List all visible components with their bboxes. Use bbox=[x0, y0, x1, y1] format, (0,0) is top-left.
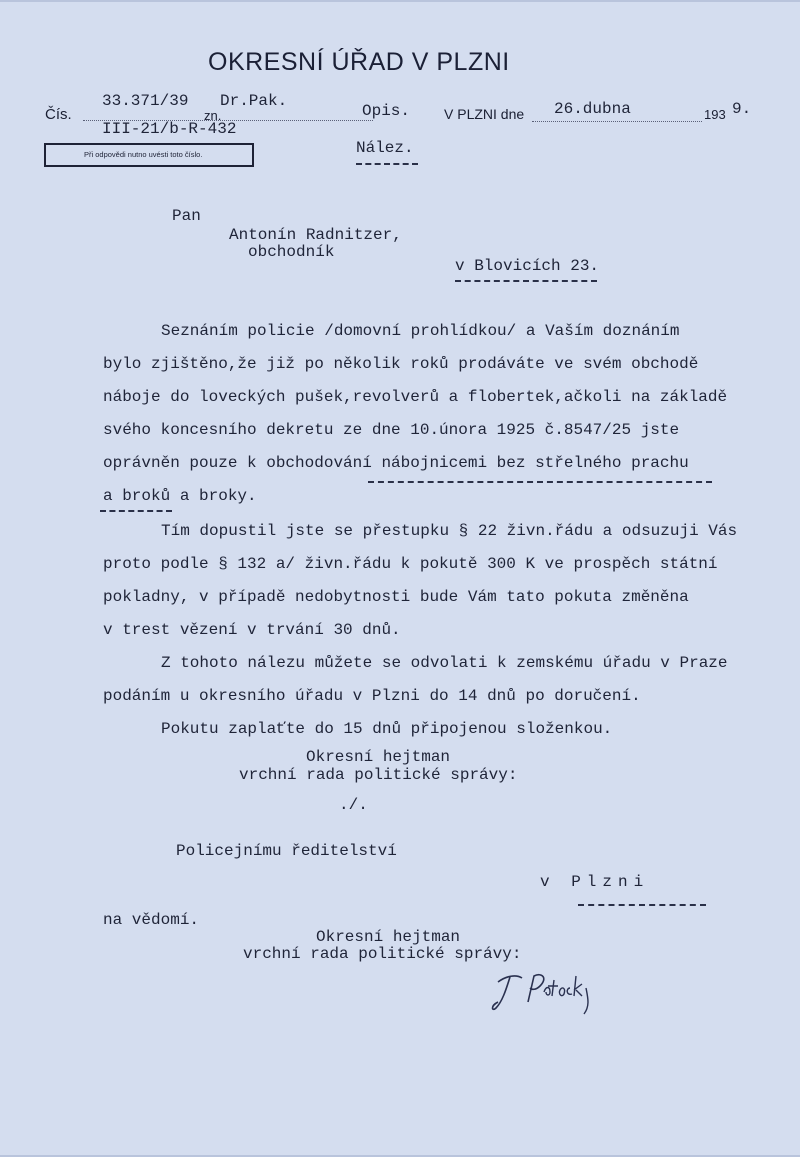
sig1-rank: vrchní rada politické správy: bbox=[239, 766, 518, 784]
opis-label: Opis. bbox=[362, 102, 411, 120]
body-line: v trest vězení v trvání 30 dnů. bbox=[103, 621, 401, 639]
addressee-occupation: obchodník bbox=[248, 243, 335, 261]
body-line: svého koncesního dekretu ze dne 10.února 1925 č.8547/25 jste bbox=[103, 421, 680, 439]
body-line: Z tohoto nálezu můžete se odvolati k zemskému úřadu v Praze bbox=[161, 654, 728, 672]
office-heading: OKRESNÍ ÚŘAD V PLZNI bbox=[208, 48, 510, 76]
sig2-title: Okresní hejtman bbox=[316, 928, 461, 946]
date-day-month: 26.dubna bbox=[554, 100, 631, 118]
ref-zn-value: Dr.Pak. bbox=[220, 92, 288, 110]
sig2-rank: vrchní rada politické správy: bbox=[243, 945, 522, 963]
ref-second-number: III-21/b-R-432 bbox=[102, 120, 237, 138]
date-dotted-line bbox=[532, 121, 702, 122]
body-paragraph-4 bbox=[103, 713, 743, 746]
document-type-underline bbox=[356, 163, 418, 165]
date-year-printed: 193 bbox=[704, 107, 726, 122]
body-line: pokladny, v případě nedobytnosti bude Vám tato pokuta změněna bbox=[103, 588, 689, 606]
body-paragraph-2 bbox=[103, 515, 743, 647]
copy-place: v Plzni bbox=[540, 873, 650, 891]
document-type: Nález. bbox=[356, 139, 414, 157]
body-line: Seznáním policie /domovní prohlídkou/ a Vaším doznáním bbox=[161, 322, 680, 340]
body-line: Pokutu zaplaťte do 15 dnů připojenou složenkou. bbox=[161, 720, 613, 738]
addressee-name: Antonín Radnitzer, bbox=[229, 226, 402, 244]
copy-recipient: Policejnímu ředitelství bbox=[176, 842, 397, 860]
reply-note: Při odpovědi nutno uvésti toto číslo. bbox=[84, 150, 203, 159]
sig1-signed: ./. bbox=[339, 796, 368, 814]
body-line: a broků a broky. bbox=[103, 487, 257, 505]
body-paragraph-3 bbox=[103, 647, 743, 713]
handwritten-signature bbox=[488, 962, 598, 1022]
ref-number: 33.371/39 bbox=[102, 92, 189, 110]
body-line: oprávněn pouze k obchodování nábojnicemi bez střelného prachu bbox=[103, 454, 689, 472]
date-year-typed: 9. bbox=[732, 100, 752, 118]
body-line: proto podle § 132 a/ živn.řádu k pokutě 300 K ve prospěch státní bbox=[103, 555, 718, 573]
address-underline bbox=[455, 280, 597, 282]
copy-note: na vědomí. bbox=[103, 911, 200, 929]
body-line: podáním u okresního úřadu v Plzni do 14 dnů po doručení. bbox=[103, 687, 641, 705]
body-underline-2 bbox=[100, 510, 172, 512]
addressee-address: v Blovicích 23. bbox=[455, 257, 600, 275]
sig1-title: Okresní hejtman bbox=[306, 748, 451, 766]
date-place-label: V PLZNI dne bbox=[444, 106, 525, 122]
copy-place-underline bbox=[578, 904, 706, 906]
ref-cis-label: Čís. bbox=[45, 106, 72, 123]
addressee-salutation: Pan bbox=[172, 207, 201, 225]
reply-note-box bbox=[44, 143, 254, 167]
body-underline-1 bbox=[368, 481, 712, 483]
body-line: bylo zjištěno,že již po několik roků prodáváte ve svém obchodě bbox=[103, 355, 699, 373]
body-line: Tím dopustil jste se přestupku § 22 živn.řádu a odsuzuji Vás bbox=[161, 522, 738, 540]
ref-zn-label: zn. bbox=[204, 108, 222, 123]
body-paragraph-1 bbox=[103, 315, 743, 513]
body-line: náboje do loveckých pušek,revolverů a flobertek,ačkoli na základě bbox=[103, 388, 728, 406]
